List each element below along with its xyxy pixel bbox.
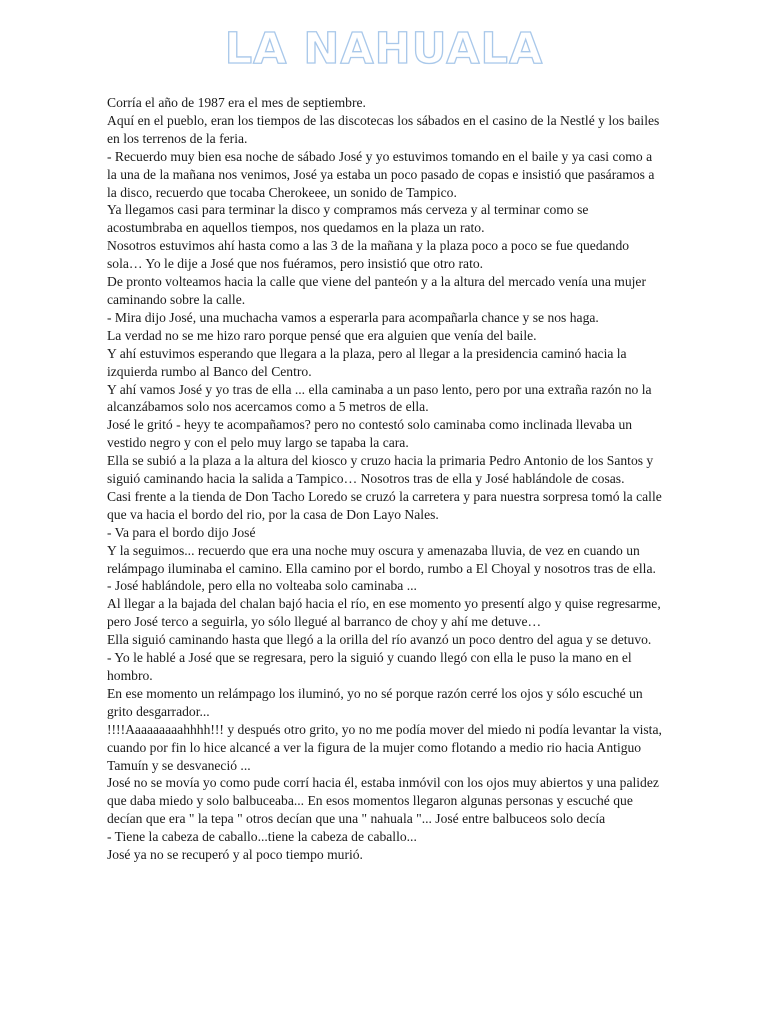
paragraph: La verdad no se me hizo raro porque pensé que era alguien que venía del baile. (107, 327, 537, 343)
paragraph: Y ahí vamos José y yo tras de ella ... ella caminaba a un paso lento, pero por una extraña razón no la alcanzábamos solo nos acercamos como a 5 metros de ella. (107, 381, 652, 415)
document-title: LA NAHUALA (224, 24, 544, 74)
paragraph: !!!!Aaaaaaaaahhhh!!! y después otro grito, yo no me podía mover del miedo ni podía levantar la vista, cuando por fin lo hice alcancé a ver la figura de la mujer como flotando a medio rio hacia Antiguo Tamuín y se desvaneció ... (107, 721, 662, 773)
paragraph: En ese momento un relámpago los iluminó, yo no sé porque razón cerré los ojos y sólo escuché un grito desgarrador... (107, 685, 643, 719)
paragraph: Ya llegamos casi para terminar la disco y compramos más cerveza y al terminar como se acostumbraba en aquellos tiempos, nos quedamos en la plaza un rato. (107, 202, 589, 236)
paragraph: De pronto volteamos hacia la calle que viene del panteón y a la altura del mercado venía una mujer caminando sobre la calle. (107, 274, 646, 307)
paragraph: Casi frente a la tienda de Don Tacho Loredo se cruzó la carretera y para nuestra sorpresa tomó la calle que va hacia el bordo del rio, por la casa de Don Layo Nales. (107, 488, 662, 522)
paragraph: - Va para el bordo dijo José (107, 524, 256, 540)
paragraph: Ella se subió a la plaza a la altura del kiosco y cruzo hacia la primaria Pedro Antonio de los Santos y siguió caminando hacia la salida a Tampico… Nosotros tras de ella y José hablándole de cosas. (107, 453, 654, 487)
paragraph: - Recuerdo muy bien esa noche de sábado José y yo estuvimos tomando en el baile y ya casi como a la una de la mañana nos venimos, José ya estaba un poco pasado de copas e insistió que pasáramos a la disco, recuerdo que tocaba Cherokeee, un sonido de Tampico. (107, 148, 655, 200)
document-body (107, 94, 662, 864)
paragraph: - Yo le hablé a José que se regresara, pero la siguió y cuando llegó con ella le puso la mano en el hombro. (107, 650, 632, 683)
paragraph: José no se movía yo como pude corrí hacia él, estaba inmóvil con los ojos muy abiertos y una palidez que daba miedo y solo balbuceaba... En esos momentos llegaron algunas personas y escuché que decían que era " la tepa " otros decían que una " nahuala "... José entre balbuceos solo decía (107, 775, 659, 827)
paragraph: - José hablándole, pero ella no volteaba solo caminaba ... (107, 578, 417, 594)
paragraph: Y la seguimos... recuerdo que era una noche muy oscura y amenazaba lluvia, de vez en cuando un relámpago iluminaba el camino. Ella camino por el bordo, rumbo a El Choyal y nosotros tras de ella. (107, 542, 656, 576)
paragraph: Al llegar a la bajada del chalan bajó hacia el río, en ese momento yo presentí algo y quise regresarme, pero José terco a seguirla, yo sólo llegué al barranco de choy y ahí me detuve… (107, 596, 661, 630)
paragraph: Aquí en el pueblo, eran los tiempos de las discotecas los sábados en el casino de la Nestlé y los bailes en los terrenos de la feria. (107, 112, 660, 146)
paragraph: - Tiene la cabeza de caballo...tiene la cabeza de caballo... (107, 829, 417, 845)
paragraph: - Mira dijo José, una muchacha vamos a esperarla para acompañarla chance y se nos haga. (107, 309, 599, 325)
paragraph: José ya no se recuperó y al poco tiempo murió. (107, 847, 363, 863)
paragraph: Corría el año de 1987 era el mes de septiembre. (107, 95, 366, 110)
paragraph: José le gritó - heyy te acompañamos? pero no contestó solo caminaba como inclinada llevaba un vestido negro y con el pelo muy largo se tapaba la cara. (107, 417, 633, 451)
paragraph: Ella siguió caminando hasta que llegó a la orilla del río avanzó un poco dentro del agua y se detuvo. (107, 632, 652, 648)
paragraph: Y ahí estuvimos esperando que llegara a la plaza, pero al llegar a la presidencia caminó hacia la izquierda rumbo al Banco del Centro. (107, 345, 627, 379)
paragraph: Nosotros estuvimos ahí hasta como a las 3 de la mañana y la plaza poco a poco se fue quedando sola… Yo le dije a José que nos fuéramos, pero insistió que otro rato. (107, 238, 630, 272)
